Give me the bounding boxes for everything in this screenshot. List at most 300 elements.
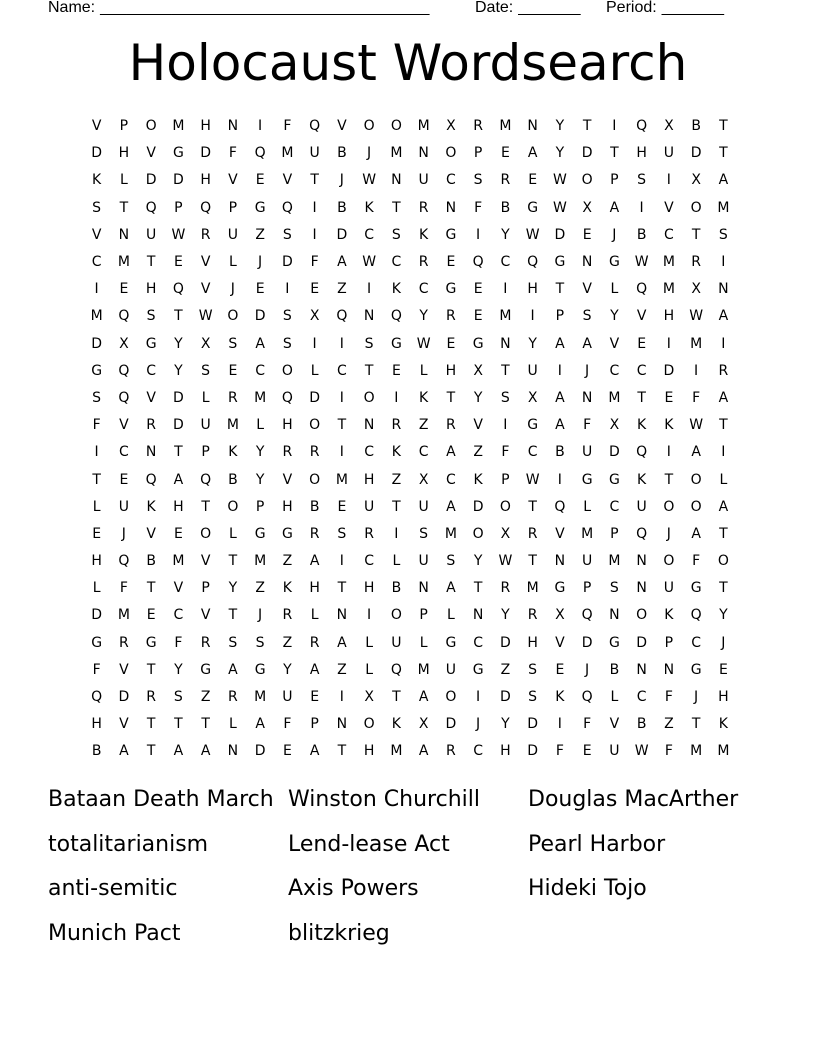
grid-cell[interactable]: E — [473, 308, 483, 325]
grid-cell[interactable]: M — [690, 335, 703, 352]
grid-cell[interactable]: D — [172, 417, 184, 434]
grid-cell[interactable]: C — [364, 444, 375, 461]
grid-cell[interactable]: C — [146, 362, 157, 379]
grid-cell[interactable]: E — [337, 498, 347, 515]
grid-cell[interactable]: J — [230, 281, 235, 298]
grid-cell[interactable]: T — [146, 254, 156, 271]
grid-cell[interactable]: T — [146, 743, 156, 760]
grid-cell[interactable]: E — [718, 661, 728, 678]
grid-cell[interactable]: Q — [636, 281, 648, 298]
grid-cell[interactable]: W — [552, 172, 567, 189]
grid-cell[interactable]: T — [392, 199, 401, 216]
grid-cell[interactable]: B — [337, 199, 347, 216]
grid-cell[interactable]: V — [200, 607, 211, 624]
grid-cell[interactable]: B — [91, 743, 102, 760]
grid-cell[interactable]: I — [367, 607, 372, 624]
grid-cell[interactable]: T — [92, 471, 101, 488]
grid-cell[interactable]: R — [282, 607, 293, 624]
grid-cell[interactable]: T — [337, 417, 347, 434]
grid-cell[interactable]: W — [689, 417, 704, 434]
grid-cell[interactable]: O — [281, 362, 293, 379]
grid-cell[interactable]: Q — [281, 389, 293, 406]
grid-cell[interactable]: X — [418, 716, 429, 733]
grid-cell[interactable]: V — [282, 471, 293, 488]
grid-cell[interactable]: P — [582, 580, 592, 597]
grid-cell[interactable]: V — [609, 335, 620, 352]
grid-cell[interactable]: O — [390, 118, 402, 135]
grid-cell[interactable]: A — [337, 254, 347, 271]
grid-cell[interactable]: N — [609, 607, 620, 624]
date-line[interactable]: _______ — [518, 0, 581, 16]
grid-cell[interactable]: I — [339, 444, 344, 461]
grid-cell[interactable]: E — [473, 281, 483, 298]
grid-cell[interactable]: M — [390, 145, 403, 162]
grid-cell[interactable]: D — [499, 634, 511, 651]
grid-cell[interactable]: M — [117, 607, 130, 624]
grid-cell[interactable]: R — [527, 525, 538, 542]
grid-cell[interactable]: M — [717, 199, 730, 216]
grid-cell[interactable]: B — [636, 716, 647, 733]
grid-cell[interactable]: B — [500, 199, 511, 216]
grid-cell[interactable]: O — [445, 689, 457, 706]
grid-cell[interactable]: P — [555, 308, 565, 325]
grid-cell[interactable]: N — [636, 661, 647, 678]
grid-cell[interactable]: K — [282, 580, 292, 597]
grid-cell[interactable]: G — [581, 471, 593, 488]
grid-cell[interactable]: M — [690, 743, 703, 760]
grid-cell[interactable]: Q — [118, 389, 130, 406]
grid-cell[interactable]: R — [473, 118, 483, 135]
grid-cell[interactable]: P — [310, 716, 319, 733]
grid-cell[interactable]: F — [555, 743, 564, 760]
grid-cell[interactable]: I — [94, 444, 99, 461]
grid-cell[interactable]: F — [664, 689, 673, 706]
grid-cell[interactable]: F — [174, 634, 183, 651]
grid-cell[interactable]: A — [418, 689, 429, 706]
grid-cell[interactable]: V — [582, 281, 592, 298]
grid-cell[interactable]: N — [145, 444, 157, 461]
grid-cell[interactable]: E — [555, 661, 565, 678]
grid-cell[interactable]: G — [445, 226, 457, 243]
grid-cell[interactable]: K — [146, 498, 156, 515]
grid-cell[interactable]: F — [283, 716, 292, 733]
grid-cell[interactable]: G — [254, 525, 266, 542]
grid-cell[interactable]: T — [392, 689, 401, 706]
grid-cell[interactable]: O — [363, 389, 375, 406]
grid-cell[interactable]: W — [362, 254, 377, 271]
grid-cell[interactable]: I — [503, 417, 508, 434]
grid-cell[interactable]: M — [662, 254, 675, 271]
grid-cell[interactable]: B — [691, 118, 701, 135]
grid-cell[interactable]: M — [172, 118, 185, 135]
grid-cell[interactable]: A — [555, 389, 565, 406]
grid-cell[interactable]: N — [418, 580, 429, 597]
grid-cell[interactable]: F — [119, 580, 128, 597]
grid-cell[interactable]: Z — [282, 553, 293, 570]
grid-cell[interactable]: I — [476, 226, 481, 243]
grid-cell[interactable]: E — [528, 172, 538, 189]
grid-cell[interactable]: I — [339, 553, 344, 570]
grid-cell[interactable]: E — [446, 335, 456, 352]
grid-cell[interactable]: Z — [500, 661, 511, 678]
grid-cell[interactable]: T — [174, 716, 183, 733]
grid-cell[interactable]: W — [198, 308, 213, 325]
grid-cell[interactable]: U — [118, 498, 129, 515]
grid-cell[interactable]: T — [228, 553, 238, 570]
grid-cell[interactable]: R — [500, 580, 511, 597]
grid-cell[interactable]: Q — [118, 308, 130, 325]
grid-cell[interactable]: U — [364, 498, 375, 515]
grid-cell[interactable]: G — [554, 580, 566, 597]
grid-cell[interactable]: O — [363, 716, 375, 733]
grid-cell[interactable]: V — [146, 145, 156, 162]
grid-cell[interactable]: Q — [200, 199, 212, 216]
grid-cell[interactable]: S — [419, 525, 429, 542]
grid-cell[interactable]: P — [255, 498, 265, 515]
grid-cell[interactable]: T — [719, 417, 728, 434]
grid-cell[interactable]: K — [391, 281, 401, 298]
grid-cell[interactable]: O — [690, 471, 702, 488]
grid-cell[interactable]: Y — [174, 661, 183, 678]
grid-cell[interactable]: I — [258, 118, 263, 135]
grid-cell[interactable]: T — [664, 471, 674, 488]
grid-cell[interactable]: X — [500, 525, 511, 542]
grid-cell[interactable]: R — [391, 417, 402, 434]
grid-cell[interactable]: I — [666, 172, 671, 189]
grid-cell[interactable]: Z — [255, 580, 265, 597]
grid-cell[interactable]: Y — [555, 145, 565, 162]
grid-cell[interactable]: C — [364, 553, 375, 570]
grid-cell[interactable]: T — [719, 580, 728, 597]
grid-cell[interactable]: Y — [174, 362, 183, 379]
grid-cell[interactable]: T — [174, 308, 183, 325]
grid-cell[interactable]: J — [258, 254, 263, 271]
grid-cell[interactable]: A — [228, 661, 238, 678]
grid-cell[interactable]: W — [689, 308, 704, 325]
grid-cell[interactable]: V — [200, 281, 211, 298]
grid-cell[interactable]: W — [634, 254, 649, 271]
grid-cell[interactable]: J — [694, 689, 699, 706]
grid-cell[interactable]: D — [581, 634, 593, 651]
grid-cell[interactable]: H — [145, 281, 157, 298]
grid-cell[interactable]: W — [525, 471, 540, 488]
grid-cell[interactable]: Y — [473, 389, 483, 406]
grid-cell[interactable]: A — [718, 389, 729, 406]
grid-cell[interactable]: S — [92, 389, 102, 406]
date-field[interactable] — [475, 0, 581, 19]
grid-cell[interactable]: G — [472, 335, 484, 352]
grid-cell[interactable]: O — [663, 498, 675, 515]
grid-cell[interactable]: L — [92, 498, 101, 515]
grid-cell[interactable]: H — [363, 471, 375, 488]
grid-cell[interactable]: G — [527, 417, 539, 434]
grid-cell[interactable]: I — [557, 716, 562, 733]
grid-cell[interactable]: T — [473, 580, 483, 597]
grid-cell[interactable]: D — [336, 226, 348, 243]
grid-cell[interactable]: L — [228, 716, 237, 733]
grid-cell[interactable]: E — [228, 362, 238, 379]
grid-cell[interactable]: T — [201, 498, 210, 515]
grid-cell[interactable]: D — [527, 716, 539, 733]
grid-cell[interactable]: Q — [636, 525, 648, 542]
grid-cell[interactable]: S — [446, 553, 456, 570]
grid-cell[interactable]: A — [718, 172, 729, 189]
grid-cell[interactable]: H — [282, 498, 293, 515]
grid-cell[interactable]: D — [91, 335, 103, 352]
grid-cell[interactable]: B — [337, 145, 347, 162]
grid-cell[interactable]: W — [634, 743, 649, 760]
grid-cell[interactable]: Q — [91, 689, 103, 706]
grid-cell[interactable]: M — [90, 308, 103, 325]
grid-cell[interactable]: R — [228, 689, 238, 706]
grid-cell[interactable]: V — [228, 172, 238, 189]
grid-cell[interactable]: D — [608, 444, 620, 461]
grid-cell[interactable]: P — [473, 145, 483, 162]
grid-cell[interactable]: R — [691, 254, 701, 271]
grid-cell[interactable]: K — [664, 607, 674, 624]
grid-cell[interactable]: V — [146, 525, 156, 542]
grid-cell[interactable]: K — [391, 716, 401, 733]
grid-cell[interactable]: R — [446, 743, 456, 760]
grid-cell[interactable]: O — [309, 471, 321, 488]
grid-cell[interactable]: E — [255, 281, 265, 298]
grid-cell[interactable]: Z — [664, 716, 674, 733]
grid-cell[interactable]: S — [718, 226, 728, 243]
grid-cell[interactable]: X — [691, 172, 701, 189]
grid-cell[interactable]: T — [201, 716, 210, 733]
grid-cell[interactable]: Y — [719, 607, 728, 624]
grid-cell[interactable]: Z — [473, 444, 483, 461]
grid-cell[interactable]: Q — [390, 308, 402, 325]
grid-cell[interactable]: N — [527, 118, 538, 135]
grid-cell[interactable]: D — [554, 226, 566, 243]
grid-cell[interactable]: L — [228, 525, 237, 542]
grid-cell[interactable]: G — [91, 634, 103, 651]
grid-cell[interactable]: M — [117, 254, 130, 271]
grid-cell[interactable]: Y — [528, 335, 537, 352]
grid-cell[interactable]: V — [119, 716, 129, 733]
grid-cell[interactable]: G — [145, 335, 157, 352]
grid-cell[interactable]: F — [283, 118, 292, 135]
grid-cell[interactable]: M — [281, 145, 294, 162]
grid-cell[interactable]: I — [557, 471, 562, 488]
grid-cell[interactable]: N — [500, 335, 511, 352]
grid-cell[interactable]: O — [472, 525, 484, 542]
grid-cell[interactable]: H — [527, 281, 538, 298]
grid-cell[interactable]: P — [419, 607, 428, 624]
grid-cell[interactable]: C — [391, 254, 402, 271]
grid-cell[interactable]: I — [394, 389, 399, 406]
grid-cell[interactable]: A — [446, 498, 456, 515]
grid-cell[interactable]: N — [663, 661, 675, 678]
grid-cell[interactable]: U — [200, 417, 211, 434]
grid-cell[interactable]: H — [282, 417, 293, 434]
grid-cell[interactable]: I — [285, 281, 290, 298]
grid-cell[interactable]: M — [226, 417, 239, 434]
grid-cell[interactable]: A — [609, 199, 620, 216]
grid-cell[interactable]: I — [339, 335, 344, 352]
grid-cell[interactable]: S — [528, 689, 538, 706]
grid-cell[interactable]: H — [527, 634, 538, 651]
grid-cell[interactable]: G — [554, 254, 566, 271]
grid-cell[interactable]: F — [583, 417, 592, 434]
grid-cell[interactable]: O — [581, 172, 593, 189]
grid-cell[interactable]: O — [690, 498, 702, 515]
grid-cell[interactable]: S — [582, 308, 592, 325]
grid-cell[interactable]: P — [610, 525, 619, 542]
grid-cell[interactable]: T — [310, 172, 319, 189]
grid-cell[interactable]: R — [228, 389, 238, 406]
grid-cell[interactable]: O — [363, 118, 375, 135]
grid-cell[interactable]: N — [445, 199, 457, 216]
grid-cell[interactable]: T — [555, 281, 565, 298]
grid-cell[interactable]: Q — [336, 308, 348, 325]
grid-cell[interactable]: G — [690, 580, 702, 597]
grid-cell[interactable]: J — [476, 716, 481, 733]
grid-cell[interactable]: W — [498, 553, 513, 570]
grid-cell[interactable]: Y — [255, 444, 265, 461]
grid-cell[interactable]: U — [227, 226, 238, 243]
grid-cell[interactable]: V — [173, 580, 184, 597]
grid-cell[interactable]: O — [499, 498, 511, 515]
grid-cell[interactable]: T — [528, 498, 537, 515]
grid-cell[interactable]: D — [527, 743, 539, 760]
grid-cell[interactable]: D — [663, 362, 675, 379]
grid-cell[interactable]: E — [119, 471, 129, 488]
grid-cell[interactable]: M — [335, 471, 348, 488]
grid-cell[interactable]: G — [172, 145, 184, 162]
grid-cell[interactable]: A — [337, 634, 347, 651]
grid-cell[interactable]: S — [282, 308, 292, 325]
grid-cell[interactable]: F — [474, 199, 483, 216]
grid-cell[interactable]: N — [391, 172, 402, 189]
grid-cell[interactable]: Y — [283, 661, 292, 678]
grid-cell[interactable]: B — [309, 498, 320, 515]
grid-cell[interactable]: H — [718, 689, 729, 706]
grid-cell[interactable]: T — [364, 362, 374, 379]
grid-cell[interactable]: P — [664, 634, 674, 651]
grid-cell[interactable]: V — [200, 553, 211, 570]
grid-cell[interactable]: S — [637, 172, 647, 189]
grid-cell[interactable]: A — [555, 335, 565, 352]
grid-cell[interactable]: Q — [118, 362, 130, 379]
grid-cell[interactable]: F — [664, 743, 673, 760]
grid-cell[interactable]: C — [473, 634, 484, 651]
grid-cell[interactable]: I — [312, 226, 317, 243]
grid-cell[interactable]: H — [118, 145, 130, 162]
grid-cell[interactable]: A — [173, 471, 184, 488]
grid-cell[interactable]: G — [690, 661, 702, 678]
grid-cell[interactable]: A — [527, 145, 538, 162]
grid-cell[interactable]: G — [445, 634, 457, 651]
period-field[interactable] — [606, 0, 724, 19]
grid-cell[interactable]: X — [609, 417, 620, 434]
grid-cell[interactable]: K — [637, 417, 647, 434]
grid-cell[interactable]: N — [554, 553, 566, 570]
grid-cell[interactable]: R — [309, 444, 320, 461]
grid-cell[interactable]: X — [555, 607, 565, 624]
grid-cell[interactable]: Y — [555, 118, 565, 135]
grid-cell[interactable]: K — [473, 471, 483, 488]
grid-cell[interactable]: S — [146, 308, 156, 325]
grid-cell[interactable]: L — [92, 580, 101, 597]
grid-cell[interactable]: M — [417, 118, 430, 135]
grid-cell[interactable]: W — [552, 199, 567, 216]
grid-cell[interactable]: Y — [255, 471, 265, 488]
grid-cell[interactable]: G — [608, 634, 620, 651]
grid-cell[interactable]: G — [527, 199, 539, 216]
grid-cell[interactable]: Q — [390, 661, 402, 678]
grid-cell[interactable]: R — [446, 308, 456, 325]
grid-cell[interactable]: I — [476, 689, 481, 706]
grid-cell[interactable]: G — [254, 199, 266, 216]
grid-cell[interactable]: Y — [419, 308, 428, 325]
grid-cell[interactable]: I — [639, 199, 644, 216]
grid-cell[interactable]: V — [555, 525, 565, 542]
grid-cell[interactable]: U — [663, 580, 674, 597]
grid-cell[interactable]: I — [557, 362, 562, 379]
grid-cell[interactable]: L — [228, 254, 237, 271]
grid-cell[interactable]: S — [92, 199, 102, 216]
grid-cell[interactable]: K — [637, 471, 647, 488]
grid-cell[interactable]: C — [636, 362, 647, 379]
grid-cell[interactable]: R — [527, 607, 538, 624]
grid-cell[interactable]: X — [364, 689, 374, 706]
grid-cell[interactable]: E — [282, 743, 292, 760]
grid-cell[interactable]: T — [228, 607, 238, 624]
grid-cell[interactable]: U — [418, 553, 429, 570]
grid-cell[interactable]: X — [582, 199, 592, 216]
grid-cell[interactable]: L — [201, 389, 210, 406]
grid-cell[interactable]: M — [172, 553, 185, 570]
grid-cell[interactable]: U — [391, 634, 402, 651]
grid-cell[interactable]: H — [200, 172, 211, 189]
grid-cell[interactable]: I — [94, 281, 99, 298]
grid-cell[interactable]: U — [636, 498, 647, 515]
grid-cell[interactable]: C — [691, 634, 702, 651]
grid-cell[interactable]: D — [172, 172, 184, 189]
grid-cell[interactable]: J — [666, 525, 671, 542]
grid-cell[interactable]: Q — [254, 145, 266, 162]
grid-cell[interactable]: J — [721, 634, 726, 651]
grid-cell[interactable]: P — [610, 172, 619, 189]
grid-cell[interactable]: C — [663, 226, 674, 243]
grid-cell[interactable]: H — [636, 145, 647, 162]
grid-cell[interactable]: V — [664, 199, 674, 216]
grid-cell[interactable]: N — [363, 417, 375, 434]
grid-cell[interactable]: D — [281, 254, 293, 271]
grid-cell[interactable]: X — [418, 471, 429, 488]
grid-cell[interactable]: Q — [581, 607, 593, 624]
grid-cell[interactable]: D — [472, 498, 484, 515]
grid-cell[interactable]: F — [692, 553, 701, 570]
grid-cell[interactable]: I — [339, 689, 344, 706]
grid-cell[interactable]: I — [367, 281, 372, 298]
grid-cell[interactable]: J — [585, 362, 590, 379]
grid-cell[interactable]: X — [664, 118, 674, 135]
grid-cell[interactable]: F — [228, 145, 237, 162]
grid-cell[interactable]: S — [473, 172, 483, 189]
grid-cell[interactable]: L — [392, 553, 401, 570]
grid-cell[interactable]: R — [309, 525, 320, 542]
grid-cell[interactable]: F — [92, 417, 101, 434]
grid-cell[interactable]: O — [390, 607, 402, 624]
grid-cell[interactable]: Q — [636, 118, 648, 135]
grid-cell[interactable]: N — [363, 308, 375, 325]
grid-cell[interactable]: D — [690, 145, 702, 162]
grid-cell[interactable]: I — [394, 525, 399, 542]
grid-cell[interactable]: C — [445, 471, 456, 488]
